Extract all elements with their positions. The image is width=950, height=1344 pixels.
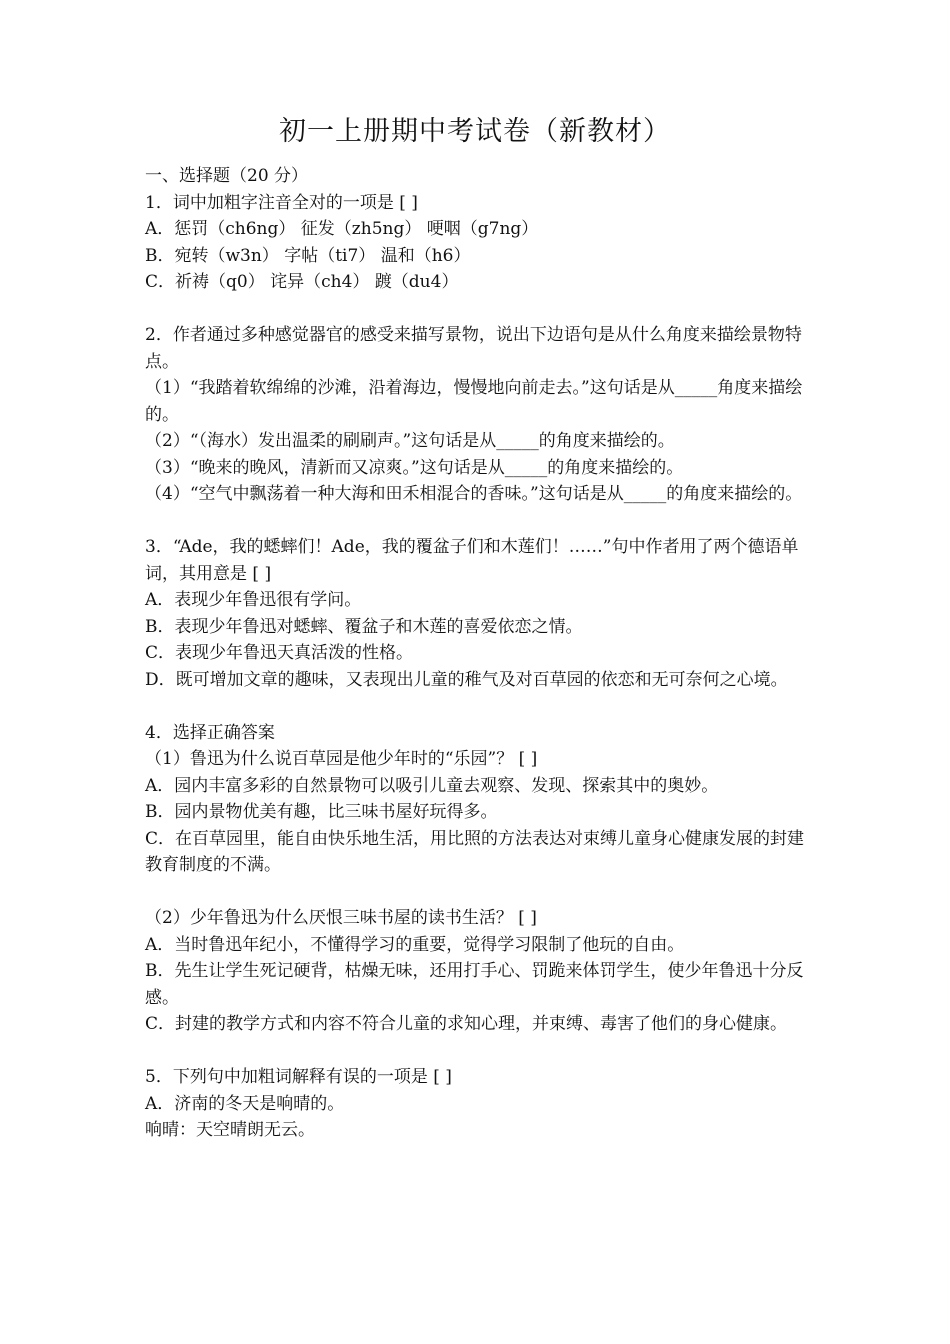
option-d: D．既可增加文章的趣味，又表现出儿童的稚气及对百草园的依恋和无可奈何之心境。 <box>145 669 788 690</box>
option-a: A．惩罚（ch6ng） 征发（zh5ng） 哽咽（g7ng） <box>145 219 539 239</box>
question-2 <box>145 322 810 508</box>
question-1 <box>145 190 810 296</box>
option-a: A．当时鲁迅年纪小，不懂得学习的重要，觉得学习限制了他玩的自由。 <box>145 934 685 955</box>
sub-question-1: （1）鲁迅为什么说百草园是他少年时的“乐园”？ [ ] <box>145 749 538 769</box>
spacer <box>145 879 810 906</box>
question-stem: 1．词中加粗字注音全对的一项是 [ ] <box>145 192 418 213</box>
question-5 <box>145 1064 810 1144</box>
option-b: B．宛转（w3n） 字帖（ti7） 温和（h6） <box>145 245 471 266</box>
option-a: A．表现少年鲁迅很有学问。 <box>145 590 362 610</box>
sub-question-4: （4）“空气中飘荡着一种大海和田禾相混合的香味。”这句话是从_____的角度来描绘的。 <box>145 484 803 504</box>
option-c: C．在百草园里，能自由快乐地生活，用比照的方法表达对束缚儿童身心健康发展的封建教育制度的不满。 <box>145 828 805 875</box>
question-stem: 3．“Ade，我的蟋蟀们！Ade，我的覆盆子们和木莲们！……”句中作者用了两个德语单词，其用意是 [ ] <box>145 537 799 584</box>
option-c: C．表现少年鲁迅天真活泼的性格。 <box>145 643 414 663</box>
question-4 <box>145 720 810 1038</box>
question-stem: 5．下列句中加粗词解释有误的一项是 [ ] <box>145 1067 452 1087</box>
option-a: A．园内丰富多彩的自然景物可以吸引儿童去观察、发现、探索其中的奥妙。 <box>145 775 719 796</box>
sub-question-3: （3）“晚来的晚风，清新而又凉爽。”这句话是从_____的角度来描绘的。 <box>145 457 684 478</box>
exam-content <box>145 163 810 1144</box>
sub-question-2: （2）少年鲁迅为什么厌恨三味书屋的读书生活？ [ ] <box>145 908 537 928</box>
option-b: B．表现少年鲁迅对蟋蟀、覆盆子和木莲的喜爱依恋之情。 <box>145 616 583 637</box>
spacer <box>145 1038 810 1065</box>
page-title: 初一上册期中考试卷（新教材） <box>279 116 671 147</box>
sub-question-2: （2）“（海水）发出温柔的刷刷声。”这句话是从_____的角度来描绘的。 <box>145 431 675 451</box>
sub-question-1: （1）“我踏着软绵绵的沙滩，沿着海边，慢慢地向前走去。”这句话是从_____角度来描绘的。 <box>145 378 803 425</box>
spacer <box>145 693 810 720</box>
spacer <box>145 296 810 323</box>
question-3 <box>145 534 810 693</box>
option-c: C．封建的教学方式和内容不符合儿童的求知心理，并束缚、毒害了他们的身心健康。 <box>145 1014 788 1034</box>
section-heading: 一、选择题（20 分） <box>145 166 309 186</box>
option-c: C．祈祷（q0） 诧异（ch4） 踱（du4） <box>145 272 459 292</box>
option-b: B．先生让学生死记硬背，枯燥无味，还用打手心、罚跪来体罚学生，使少年鲁迅十分反感。 <box>145 961 804 1008</box>
option-a: A．济南的冬天是响晴的。 <box>145 1093 345 1114</box>
question-stem: 2．作者通过多种感觉器官的感受来描写景物，说出下边语句是从什么角度来描绘景物特点。 <box>145 325 802 372</box>
question-stem: 4．选择正确答案 <box>145 722 275 743</box>
option-a-note: 响晴：天空晴朗无云。 <box>145 1120 315 1140</box>
spacer <box>145 508 810 535</box>
option-b: B．园内景物优美有趣，比三味书屋好玩得多。 <box>145 802 498 822</box>
